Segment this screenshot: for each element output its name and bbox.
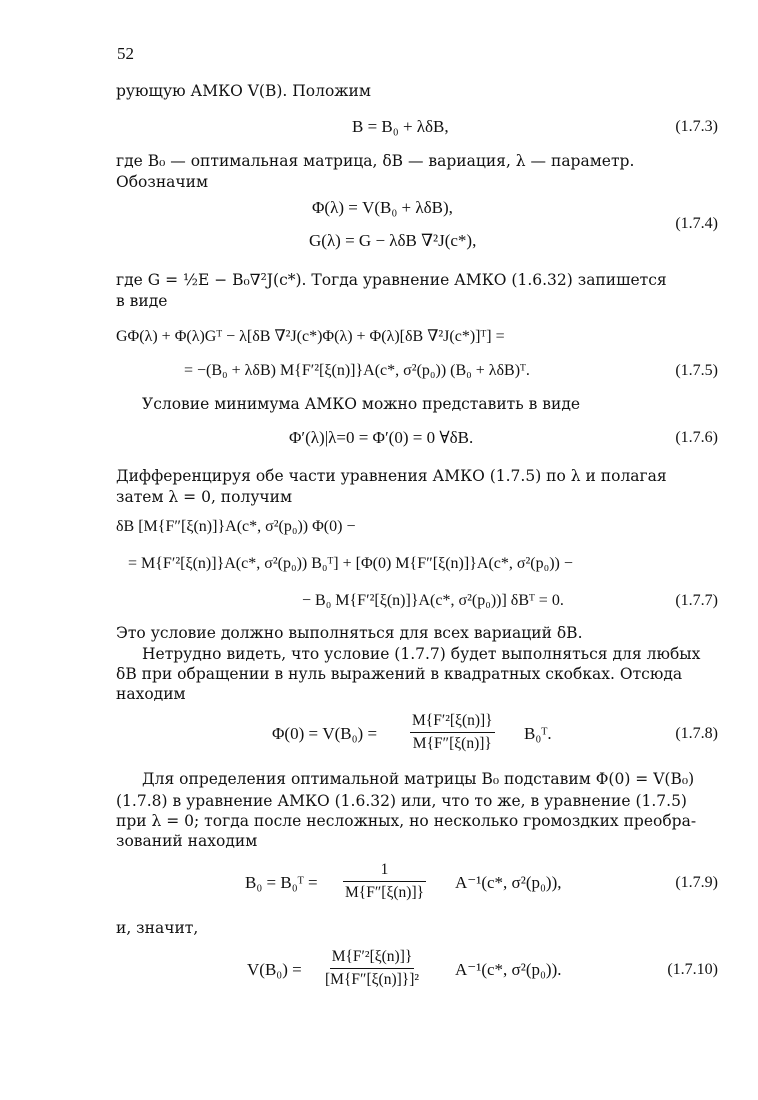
page-number: 52 [117, 44, 134, 63]
text-line: Обозначим [116, 173, 209, 191]
equation-number: (1.7.7) [675, 592, 718, 609]
equation-1-7-8-left: Φ(0) = V(B₀) = [272, 724, 378, 743]
fraction-denominator: [M{F″[ξ(n)]}]² [325, 971, 420, 988]
text-line: зований находим [116, 832, 258, 850]
equation-1-7-7c: − B₀ M{F′²[ξ(n)]}A(c*, σ²(p₀))] δBᵀ = 0. [302, 592, 564, 609]
equation-1-7-5a: GΦ(λ) + Φ(λ)Gᵀ − λ[δB ∇²J(c*)Φ(λ) + Φ(λ)[δB ∇²J(c*)]ᵀ] = [116, 328, 505, 345]
equation-number: (1.7.8) [675, 725, 718, 742]
text-line: рующую АМКО V(B). Положим [116, 82, 371, 100]
equation-1-7-3: B = B₀ + λδB, [352, 117, 449, 136]
equation-1-7-10-left: V(B₀) = [247, 960, 302, 979]
equation-1-7-8-right: B₀ᵀ. [524, 724, 552, 743]
equation-number: (1.7.3) [675, 118, 718, 135]
text-line: (1.7.8) в уравнение АМКО (1.6.32) или, что то же, в уравнение (1.7.5) [116, 792, 687, 810]
equation-number: (1.7.6) [675, 429, 718, 446]
text-line: где G = ½E − B₀∇²J(c*). Тогда уравнение АМКО (1.6.32) запишется [116, 271, 667, 289]
equation-1-7-4a: Φ(λ) = V(B₀ + λδB), [312, 198, 453, 217]
text-line: Дифференцируя обе части уравнения АМКО (1.7.5) по λ и полагая [116, 467, 667, 485]
equation-1-7-5b: = −(B₀ + λδB) M{F′²[ξ(n)]}A(c*, σ²(p₀)) (B₀ + λδB)ᵀ. [184, 362, 530, 379]
text-line: находим [116, 685, 186, 703]
text-line: и, значит, [116, 919, 199, 937]
text-line: затем λ = 0, получим [116, 488, 293, 506]
text-line: δB при обращении в нуль выражений в квадратных скобках. Отсюда [116, 665, 683, 683]
fraction-1-7-10 [323, 947, 421, 990]
equation-number: (1.7.10) [667, 961, 718, 978]
equation-1-7-4b: G(λ) = G − λδB ∇²J(c*), [309, 231, 477, 250]
equation-1-7-6: Φ′(λ)|λ=0 = Φ′(0) = 0 ∀δB. [289, 428, 474, 447]
text-line: в виде [116, 292, 168, 310]
equation-1-7-7b: = M{F′²[ξ(n)]}A(c*, σ²(p₀)) B₀ᵀ] + [Φ(0) M{F″[ξ(n)]}A(c*, σ²(p₀)) − [128, 555, 573, 572]
text-line: Для определения оптимальной матрицы B₀ подставим Φ(0) = V(B₀) [142, 770, 695, 788]
text-line: Нетрудно видеть, что условие (1.7.7) будет выполняться для любых [142, 645, 701, 663]
text-line: при λ = 0; тогда после несложных, но несколько громоздких преобра- [116, 812, 697, 830]
fraction-1-7-8 [410, 711, 495, 754]
equation-number: (1.7.5) [675, 362, 718, 379]
equation-number: (1.7.4) [675, 215, 718, 232]
text-line: Условие минимума АМКО можно представить в виде [142, 395, 581, 413]
equation-1-7-9-left: B₀ = B₀ᵀ = [245, 873, 318, 892]
text-line: Это условие должно выполняться для всех вариаций δB. [116, 624, 583, 642]
fraction-numerator: M{F′²[ξ(n)]} [330, 947, 415, 969]
text-line: где B₀ — оптимальная матрица, δB — вариация, λ — параметр. [116, 152, 635, 170]
fraction-denominator: M{F″[ξ(n)]} [412, 735, 492, 752]
equation-1-7-7a: δB [M{F″[ξ(n)]}A(c*, σ²(p₀)) Φ(0) − [116, 518, 356, 535]
fraction-numerator: 1 [343, 860, 426, 882]
equation-1-7-9-right: A⁻¹(c*, σ²(p₀)), [455, 873, 562, 892]
fraction-denominator: M{F″[ξ(n)]} [345, 884, 425, 901]
equation-number: (1.7.9) [675, 874, 718, 891]
equation-1-7-10-right: A⁻¹(c*, σ²(p₀)). [455, 960, 562, 979]
fraction-1-7-9 [343, 860, 426, 903]
fraction-numerator: M{F′²[ξ(n)]} [410, 711, 495, 733]
